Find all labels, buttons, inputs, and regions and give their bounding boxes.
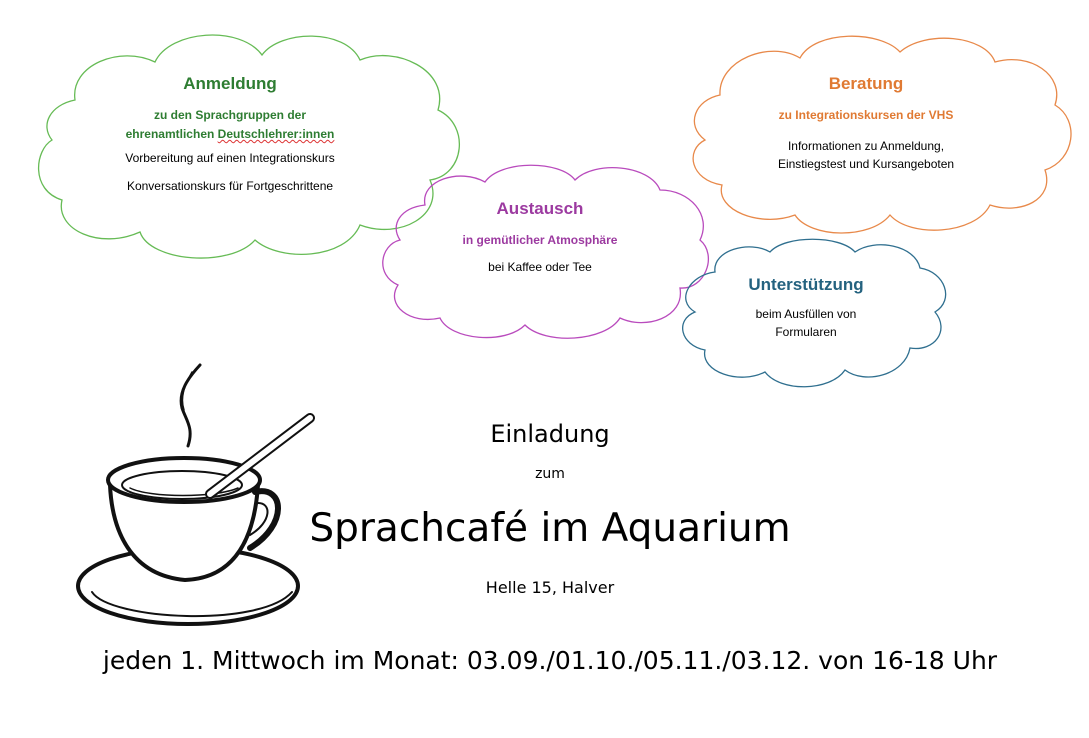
beratung-sub: zu Integrationskursen der VHS bbox=[778, 108, 954, 122]
anmeldung-sub-prefix: ehrenamtlichen bbox=[125, 127, 218, 141]
anmeldung-body2: Konversationskurs für Fortgeschrittene bbox=[126, 179, 334, 193]
austausch-body: bei Kaffee oder Tee bbox=[488, 260, 592, 274]
beratung-body1: Informationen zu Anmeldung, bbox=[787, 139, 945, 153]
invitation-main-title: Sprachcafé im Aquarium bbox=[309, 506, 791, 551]
austausch-sub: in gemütlicher Atmosphäre bbox=[462, 233, 618, 247]
austausch-title: Austausch bbox=[496, 199, 584, 218]
unterstuetzung-title: Unterstützung bbox=[748, 275, 864, 294]
unterstuetzung-body1: beim Ausfüllen von bbox=[755, 307, 857, 321]
anmeldung-sub-line1: zu den Sprachgruppen der bbox=[153, 108, 306, 122]
unterstuetzung-body2: Formularen bbox=[775, 325, 837, 339]
beratung-body2: Einstiegstest und Kursangeboten bbox=[777, 157, 955, 171]
anmeldung-title: Anmeldung bbox=[183, 74, 277, 93]
anmeldung-body1: Vorbereitung auf einen Integrationskurs bbox=[125, 151, 335, 165]
beratung-title: Beratung bbox=[828, 74, 904, 93]
invitation-dates: jeden 1. Mittwoch im Monat: 03.09./01.10./05.11./03.12. von 16-18 Uhr bbox=[102, 646, 998, 675]
invitation-zum: zum bbox=[535, 466, 565, 482]
invitation-address: Helle 15, Halver bbox=[485, 578, 615, 597]
anmeldung-sub-underlined: Deutschlehrer:innen bbox=[217, 127, 335, 141]
invitation-title: Einladung bbox=[490, 420, 610, 448]
